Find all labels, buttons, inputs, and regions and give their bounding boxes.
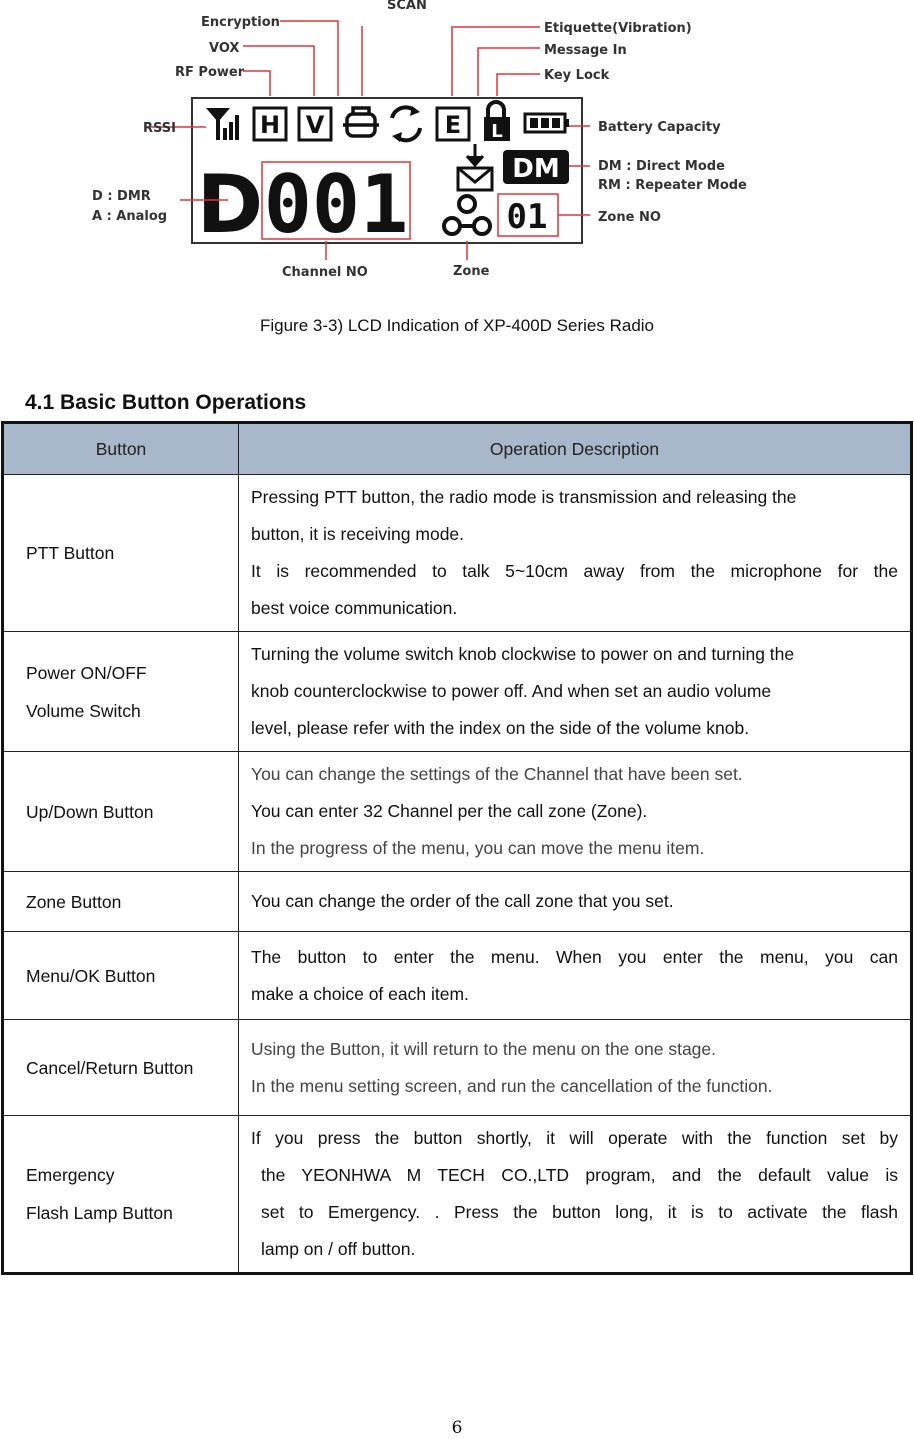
description-line: button, it is receiving mode. (251, 524, 465, 544)
description-line: The button to enter the menu. When you enter the menu, you can (251, 946, 898, 967)
description-line: You can change the order of the call zone that you set. (251, 891, 674, 911)
description-line: If you press the button shortly, it will operate with the function set by (251, 1128, 898, 1148)
callout-key-lock: Key Lock (544, 68, 610, 83)
zone-number: 01 (506, 197, 548, 237)
button-name: Flash Lamp Button (26, 1203, 173, 1223)
button-name: Zone Button (26, 891, 122, 912)
figure-caption: Figure 3-3) LCD Indication of XP-400D Series Radio (259, 316, 655, 335)
description-line: Using the Button, it will return to the menu on the one stage. (251, 1038, 716, 1059)
button-name: Up/Down Button (26, 801, 154, 822)
callout-mode-analog: A : Analog (92, 209, 168, 224)
section-heading: 4.1 Basic Button Operations (25, 391, 307, 414)
callout-zone: Zone (453, 264, 490, 279)
button-cell (3, 1020, 239, 1116)
channel-number: 001 (263, 158, 409, 251)
button-name: Power ON/OFF (26, 662, 147, 683)
button-cell (3, 932, 239, 1020)
callout-rf-power: RF Power (175, 65, 245, 80)
description-line: set to Emergency. . Press the button long, it is to activate the flash (261, 1202, 898, 1222)
table-row (3, 1020, 912, 1116)
table-row (3, 475, 912, 632)
description-line: Turning the volume switch knob clockwise to power on and turning the (251, 644, 795, 664)
description-cell (239, 932, 912, 1020)
button-name: PTT Button (26, 543, 115, 563)
description-line: the YEONHWA M TECH CO.,LTD program, and the default value is (261, 1165, 898, 1185)
callout-battery: Battery Capacity (598, 120, 721, 135)
etiquette-icon (437, 108, 469, 140)
button-name: Menu/OK Button (26, 965, 156, 986)
callout-message-in: Message In (544, 43, 627, 58)
button-cell (3, 752, 239, 872)
description-cell (239, 632, 912, 752)
button-cell (3, 475, 239, 632)
description-cell (239, 475, 912, 632)
rf-power-icon (254, 108, 286, 140)
button-name: Emergency (26, 1165, 115, 1185)
callout-etiquette: Etiquette(Vibration) (544, 21, 692, 36)
description-line: You can change the settings of the Channel that have been set. (251, 764, 743, 784)
vox-letter: V (305, 111, 325, 139)
description-cell (239, 1020, 912, 1116)
description-line: best voice communication. (251, 598, 458, 618)
header-button: Button (3, 423, 239, 475)
description-line: In the progress of the menu, you can move the menu item. (251, 838, 705, 858)
rf-power-letter: H (259, 111, 281, 139)
battery-icon (525, 114, 569, 132)
table-row (3, 932, 912, 1020)
description-line: It is recommended to talk 5~10cm away from the microphone for the (251, 561, 898, 581)
callout-scan: SCAN (387, 0, 427, 13)
table-row (3, 1116, 912, 1274)
lcd-indication-figure (60, 0, 820, 290)
button-cell (3, 872, 239, 932)
table-row (3, 872, 912, 932)
callout-rm: RM : Repeater Mode (598, 178, 747, 193)
table-header-row (3, 423, 912, 475)
mode-badge: DM (512, 154, 560, 184)
button-cell (3, 1116, 239, 1274)
button-name: Volume Switch (26, 700, 141, 721)
table-row (3, 752, 912, 872)
description-cell (239, 1116, 912, 1274)
header-operation-description: Operation Description (239, 423, 912, 475)
key-lock-letter: L (491, 121, 503, 142)
callout-dm: DM : Direct Mode (598, 159, 725, 174)
description-cell (239, 872, 912, 932)
table-row (3, 632, 912, 752)
description-line: knob counterclockwise to power off. And when set an audio volume (251, 681, 772, 701)
description-line: You can enter 32 Channel per the call zone (Zone). (251, 801, 648, 821)
description-cell (239, 752, 912, 872)
mode-letter: D (196, 158, 264, 251)
description-line: level, please refer with the index on the side of the volume knob. (251, 718, 750, 738)
callout-vox: VOX (209, 41, 240, 56)
callout-zone-no: Zone NO (598, 210, 661, 225)
description-line: Pressing PTT button, the radio mode is transmission and releasing the (251, 487, 797, 507)
description-line: In the menu setting screen, and run the cancellation of the function. (251, 1075, 773, 1096)
vox-icon (299, 108, 331, 140)
etiquette-letter: E (444, 111, 462, 139)
button-cell (3, 632, 239, 752)
description-line: make a choice of each item. (251, 983, 469, 1004)
description-line: lamp on / off button. (261, 1239, 416, 1259)
button-operations-table (1, 421, 913, 1275)
callout-encryption: Encryption (201, 15, 280, 30)
button-name: Cancel/Return Button (26, 1057, 194, 1078)
callout-mode-dmr: D : DMR (92, 189, 151, 204)
callout-channel-no: Channel NO (282, 265, 368, 280)
page-number: 6 (451, 1418, 463, 1438)
callout-rssi: RSSI (143, 121, 176, 136)
